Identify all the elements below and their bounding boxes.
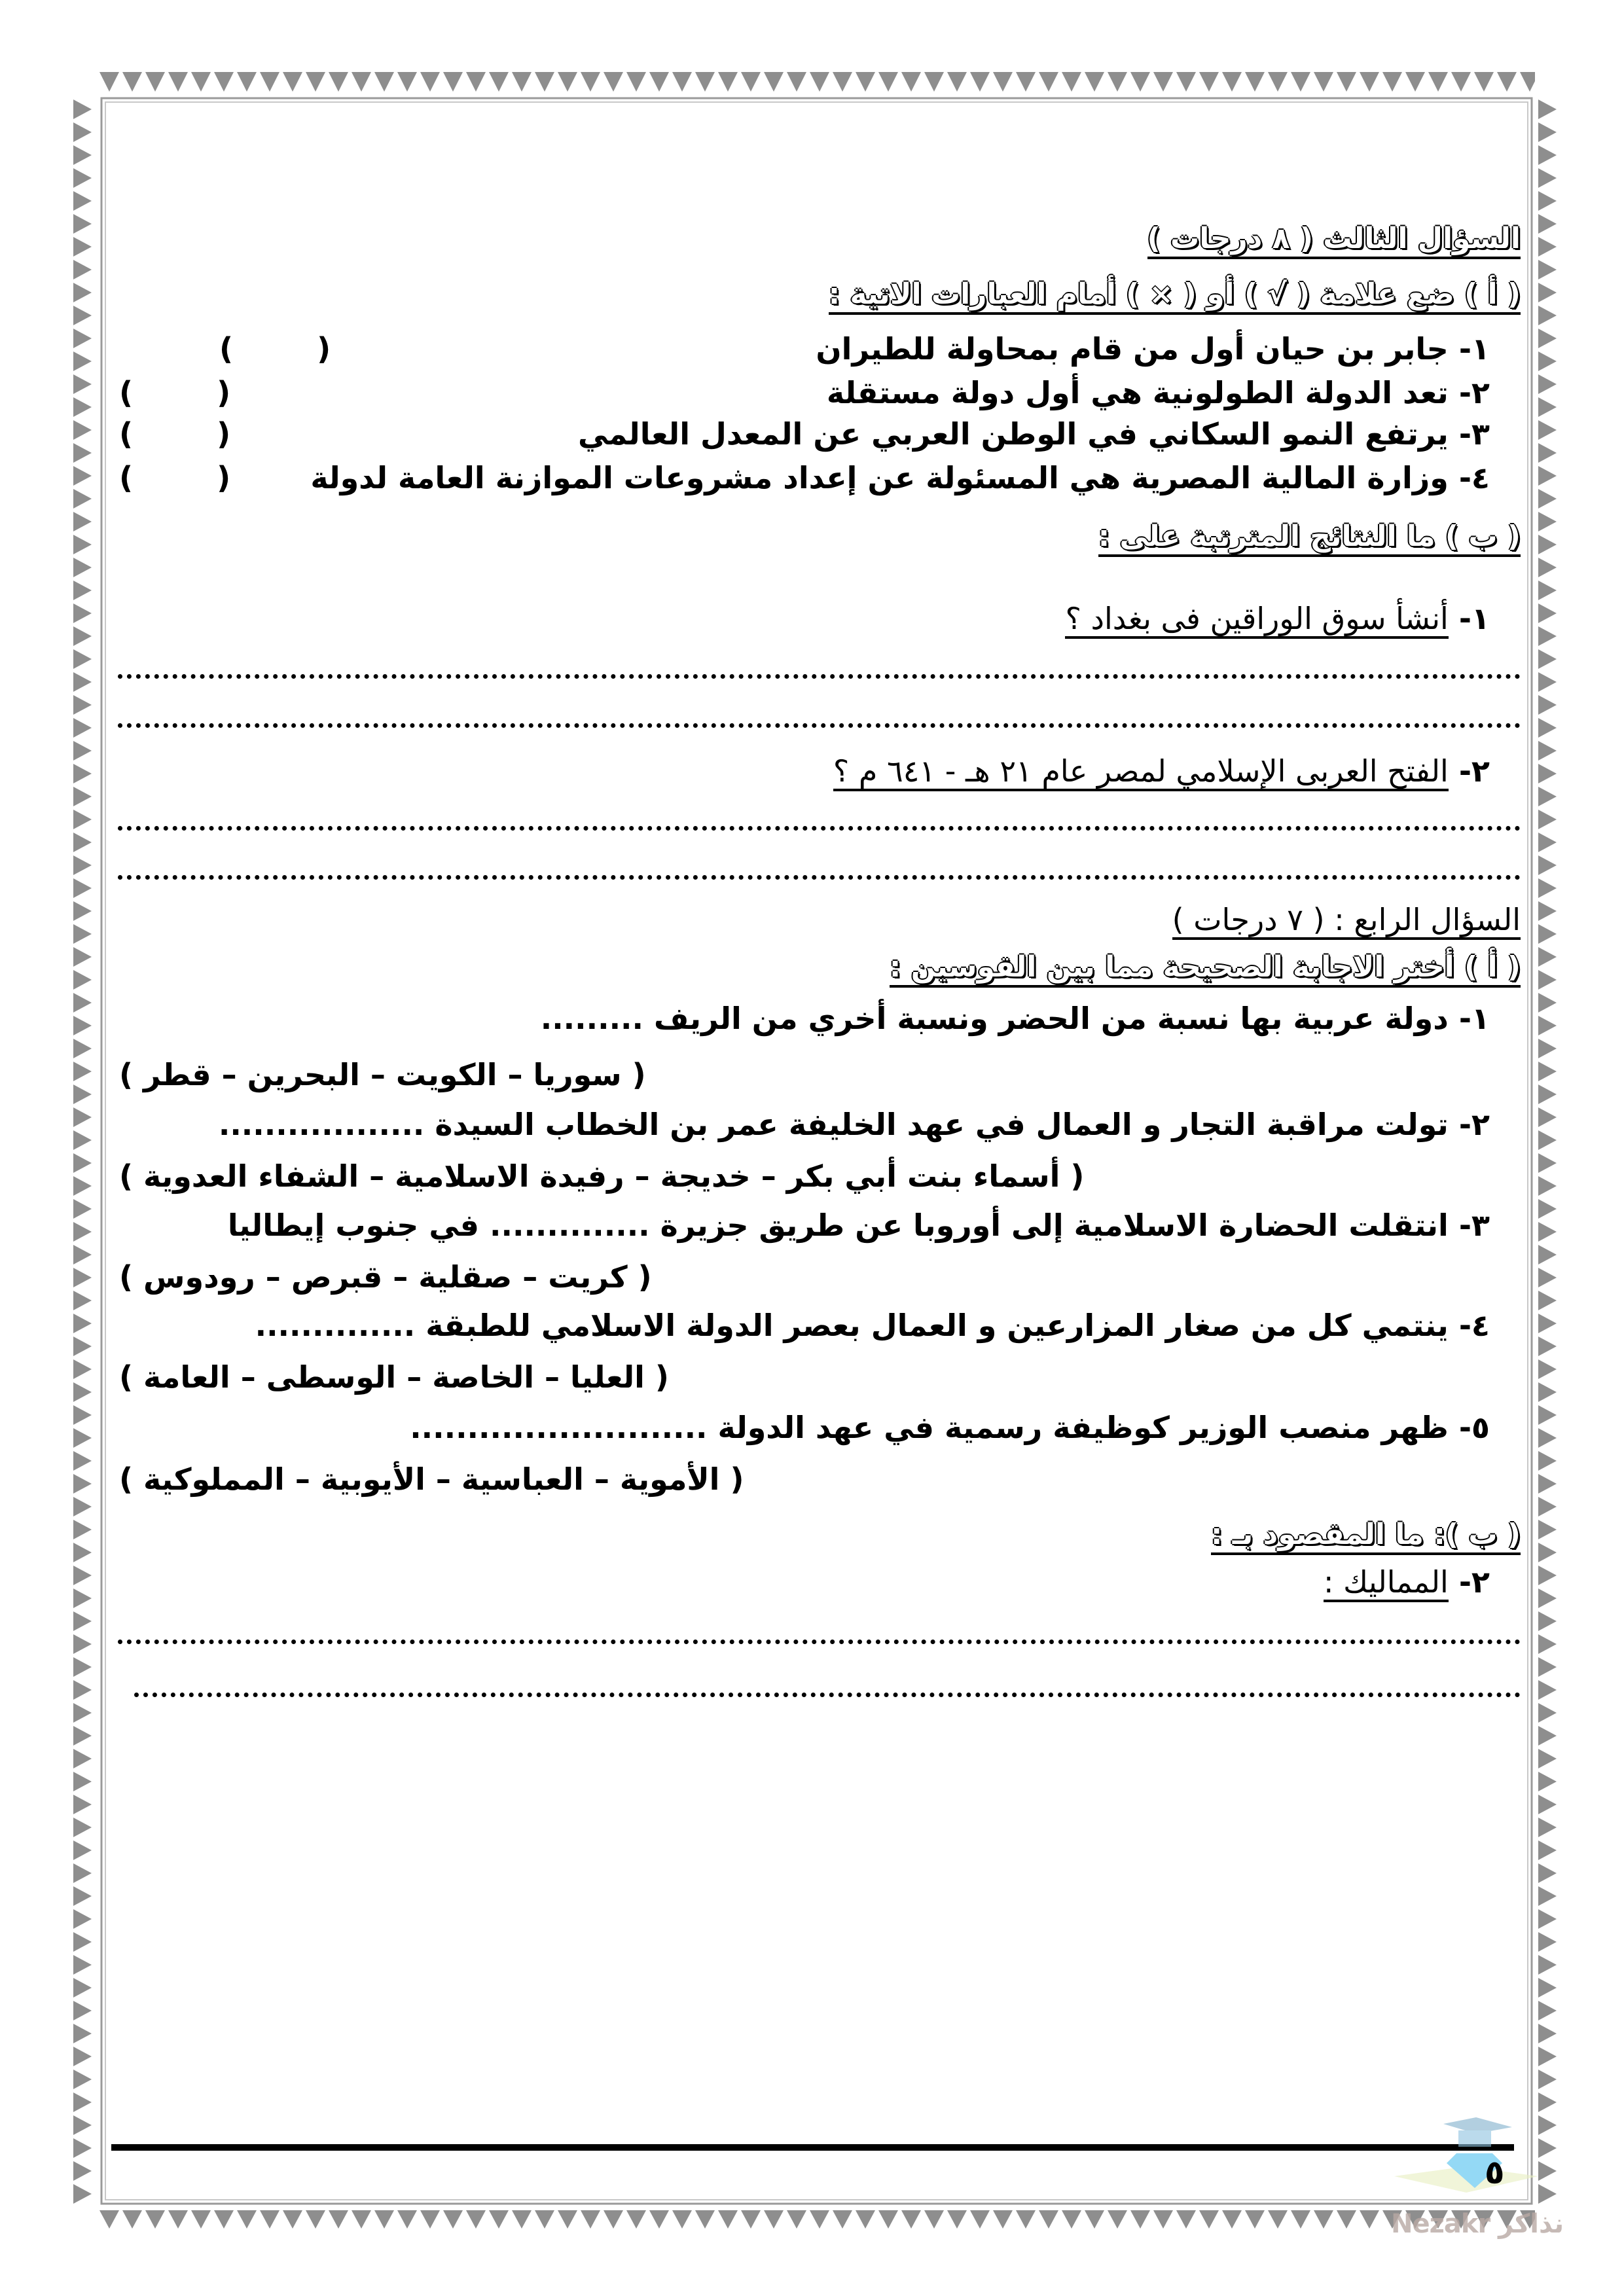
answer-line[interactable] (118, 875, 1521, 880)
tf-item-2: ٢- تعد الدولة الطولونية هي أول دولة مستقلة (826, 375, 1490, 410)
answer-line[interactable] (118, 826, 1521, 831)
answer-line[interactable] (118, 1640, 1521, 1644)
mc-options-1[interactable]: ( سوريا – الكويت – البحرين – قطر ) (119, 1057, 646, 1092)
footer-rule (111, 2144, 1514, 2151)
tf-answer-box-4[interactable]: ( ) (119, 460, 231, 495)
mc-options-2[interactable]: ( أسماء بنت أبي بكر – خديجة – رفيدة الاسلامية – الشفاء العدوية ) (119, 1158, 1085, 1194)
question-4-part-a-heading: ( أ ) أختر الاجابة الصحيحة مما بين القوسين : (890, 948, 1521, 987)
item-text: المماليك : (1324, 1564, 1449, 1602)
tf-item-3: ٣- يرتفع النمو السكاني في الوطن العربي عن المعدل العالمي (578, 416, 1490, 452)
item-text: الفتح العربى الإسلامي لمصر عام ٢١ هـ - ٦٤١ م ؟ (833, 753, 1449, 791)
result-item-1 (1065, 599, 1490, 638)
tf-item-1: ١- جابر بن حيان أول من قام بمحاولة للطيران (816, 331, 1490, 367)
result-item-2 (833, 751, 1490, 791)
item-number: ٢- (1448, 1564, 1490, 1600)
mc-options-5[interactable]: ( الأموية – العباسية – الأيوبية – المملوكية ) (119, 1462, 744, 1497)
item-number: ٢- (1448, 753, 1490, 789)
tf-answer-box-3[interactable]: ( ) (119, 416, 231, 452)
graduate-book-logo-icon (1381, 2111, 1551, 2209)
mc-question-3: ٣- انتقلت الحضارة الاسلامية إلى أوروبا عن طريق جزيرة .............. في جنوب إيطاليا (227, 1208, 1490, 1243)
tf-answer-box-1[interactable]: ( ) (219, 331, 331, 367)
question-3-title: السؤال الثالث ( ٨ درجات ) (1147, 219, 1521, 259)
mc-options-3[interactable]: ( كريت – صقلية – قبرص – رودوس ) (119, 1259, 652, 1295)
answer-line[interactable] (118, 723, 1521, 728)
mc-options-4[interactable]: ( العليا – الخاصة – الوسطى – العامة ) (119, 1359, 669, 1395)
mc-question-1: ١- دولة عربية بها نسبة من الحضر ونسبة أخري من الريف ......... (540, 1001, 1490, 1036)
definition-item-2 (1324, 1562, 1490, 1602)
watermark: Nezakr نذاكر (1391, 2209, 1564, 2239)
question-4-part-b-heading: ( ب ): ما المقصود بـ : (1211, 1515, 1521, 1554)
page-number: ٥ (1485, 2153, 1505, 2191)
item-text: أنشأ سوق الوراقين فى بغداد ؟ (1065, 601, 1448, 639)
mc-question-5: ٥- ظهر منصب الوزير كوظيفة رسمية في عهد الدولة .......................... (410, 1410, 1490, 1445)
tf-answer-box-2[interactable]: ( ) (119, 375, 231, 410)
tf-item-4: ٤- وزارة المالية المصرية هي المسئولة عن إعداد مشروعات الموازنة العامة لدولة (310, 460, 1490, 495)
answer-line[interactable] (134, 1693, 1521, 1697)
mc-question-2: ٢- تولت مراقبة التجار و العمال في عهد الخليفة عمر بن الخطاب السيدة .................. (218, 1107, 1490, 1142)
answer-line[interactable] (118, 674, 1521, 679)
question-4-title: السؤال الرابع : ( ٧ درجات ) (1172, 900, 1521, 939)
mc-question-4: ٤- ينتمي كل من صغار المزارعين و العمال بعصر الدولة الاسلامي للطبقة .............. (255, 1308, 1490, 1343)
question-3-part-b-heading: ( ب ) ما النتائج المترتبة على : (1098, 517, 1521, 556)
question-3-part-a-heading: ( أ ) ضع علامة ( √ ) أو ( × ) أمام العبارات الاتية : (829, 275, 1521, 314)
item-number: ١- (1448, 601, 1490, 636)
